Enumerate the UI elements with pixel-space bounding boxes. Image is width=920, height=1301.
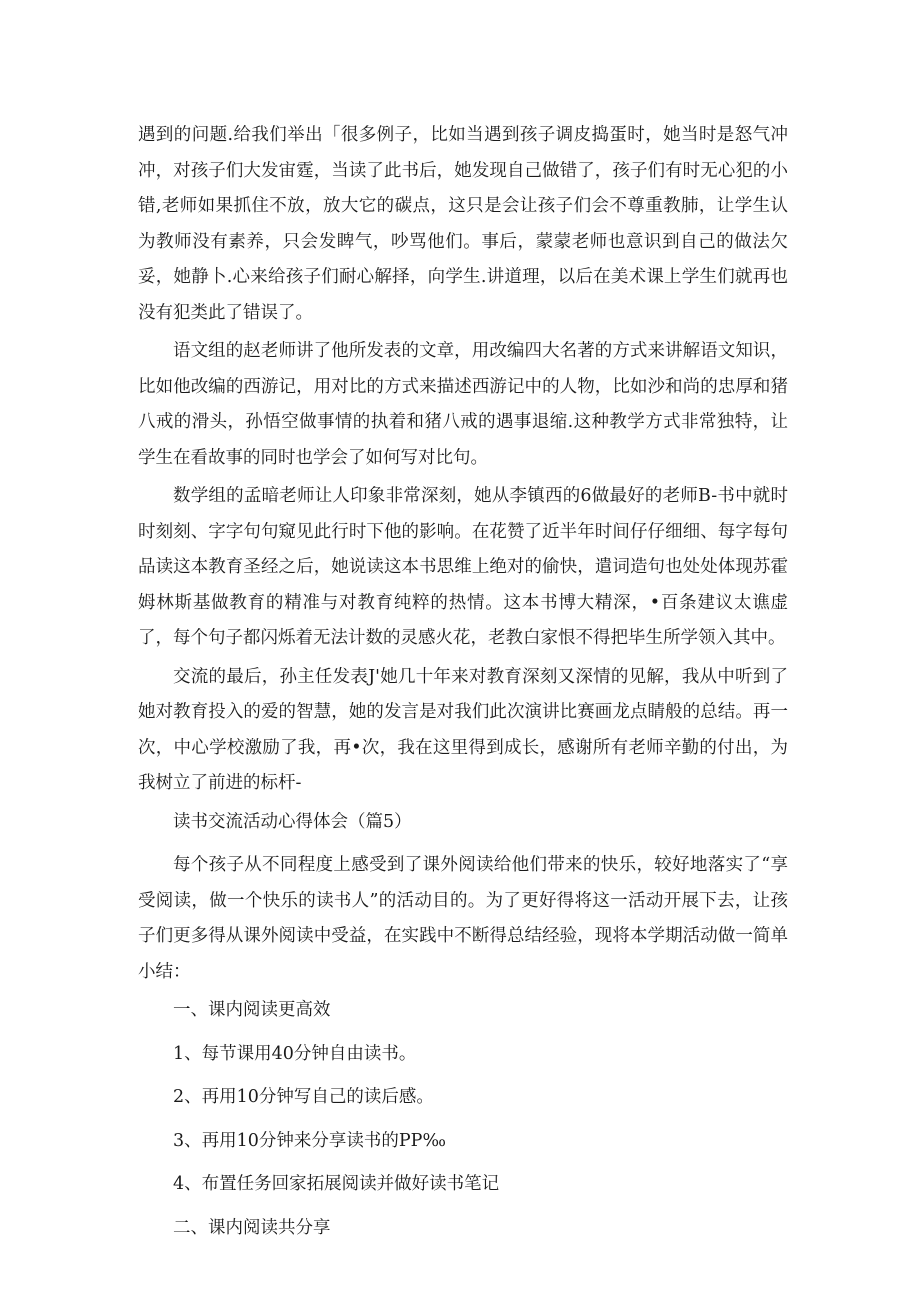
list-item: 1、每节课用40分钟自由读书。 — [173, 1043, 417, 1064]
paragraph-intro: 每个孩子从不同程度上感受到了课外阅读给他们带来的快乐，较好地落实了“享受阅读，做一个快乐的读书人”的活动目的。为了更好得将这一活动开展下去，让孩子们更多得从课外阅读中受益，在实践中不断得总结经验，现将本学期活动做一简单小结： — [138, 855, 788, 982]
paragraph-conclusion: 交流的最后，孙主任发表J'她几十年来对教育深刻又深情的见解，我从中听到了她对教育投入的爱的智慧，她的发言是对我们此次演讲比赛画龙点睛般的总结。再一次，中心学校激励了我，再•次，我在这里得到成长，感谢所有老师辛勤的付出，为我树立了前进的标杆- — [138, 666, 788, 793]
document-body — [138, 118, 788, 1254]
paragraph-math-group: 数学组的孟暗老师让人印象非常深刻，她从李镇西的6做最好的老师B-书中就时时刻刻、字字句句窥见此行时下他的影响。在花赞了近半年时间仔仔细细、每字每句品读这本教育圣经之后，她说读这本书思维上绝对的偷快，遣词造句也处处体现苏霍姆林斯基做教育的精准与对教育纯粹的热情。这本书博大精深，•百条建议太谯虚了，每个句子都闪烁着无法计数的灵感火花，老教白家恨不得把毕生所学领入其中。 — [138, 486, 788, 648]
list-item: 3、再用10分钟来分享读书的PP‰ — [173, 1130, 446, 1151]
list-item: 2、再用10分钟写自己的读后感。 — [173, 1087, 434, 1107]
heading-shared-reading: 二、课内阅读共分享 — [173, 1217, 331, 1238]
heading-in-class-reading: 一、课内阅读更高效 — [173, 1000, 331, 1020]
paragraph-chinese-group: 语文组的赵老师讲了他所发表的文章，用改编四大名著的方式来讲解语文知识，比如他改编的西游记，用对比的方式来描述西游记中的人物，比如沙和尚的忠厚和猪八戒的滑头，孙悟空做事情的执着和猪八戒的遇事退缩.这种教学方式非常独特，让学生在看故事的同时也学会了如何写对比句。 — [138, 341, 788, 468]
list-item: 4、布置任务回家拓展阅读并做好读书笔记 — [173, 1174, 500, 1194]
section-title: 读书交流活动心得体会（篇5） — [173, 811, 412, 832]
paragraph-teacher-story: 遇到的问题.给我们举出「很多例子，比如当遇到孩子调皮捣蛋时，她当时是怒气冲冲，对孩子们大发宙霆，当读了此书后，她发现自己做错了，孩子们有时无心犯的小错,老师如果抓住不放，放大它的碳点，这只是会让孩子们会不尊重教肺，让学生认为教师没有素养，只会发睥气，吵骂他们。事后，蒙蒙老师也意识到自己的做法欠妥，她静卜.心来给孩子们耐心解择，向学生.讲道理，以后在美术课上学生们就再也没有犯类此了错误了。 — [138, 125, 788, 323]
